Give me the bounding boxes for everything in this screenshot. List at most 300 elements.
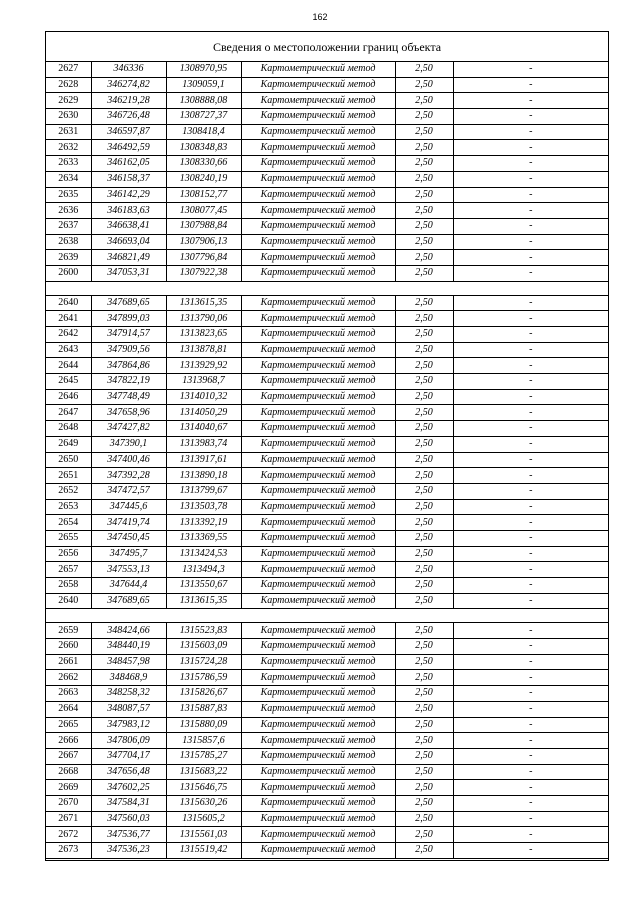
method-cell: Картометрический метод [241, 342, 395, 358]
table-row [46, 421, 608, 437]
boundary-table-frame [45, 31, 609, 861]
x-coordinate-cell: 346597,87 [91, 124, 166, 140]
table-row [46, 499, 608, 515]
point-number-cell: 2673 [46, 843, 91, 859]
table-row [46, 670, 608, 686]
method-cell: Картометрический метод [241, 780, 395, 796]
y-coordinate-cell: 1313550,67 [166, 578, 241, 594]
table-row [46, 342, 608, 358]
method-cell: Картометрический метод [241, 374, 395, 390]
y-coordinate-cell: 1315857,6 [166, 733, 241, 749]
point-number-cell: 2642 [46, 327, 91, 343]
point-number-cell: 2643 [46, 342, 91, 358]
group-separator [46, 281, 608, 295]
table-row [46, 109, 608, 125]
x-coordinate-cell: 347806,09 [91, 733, 166, 749]
precision-cell: 2,50 [395, 109, 453, 125]
precision-cell: 2,50 [395, 578, 453, 594]
method-cell: Картометрический метод [241, 843, 395, 859]
table-row [46, 203, 608, 219]
point-number-cell: 2635 [46, 187, 91, 203]
table-row [46, 483, 608, 499]
table-row [46, 686, 608, 702]
precision-cell: 2,50 [395, 670, 453, 686]
description-cell: - [453, 187, 608, 203]
y-coordinate-cell: 1315519,42 [166, 843, 241, 859]
x-coordinate-cell: 346638,41 [91, 218, 166, 234]
table-row [46, 701, 608, 717]
y-coordinate-cell: 1313890,18 [166, 468, 241, 484]
table-row [46, 250, 608, 266]
table-row [46, 327, 608, 343]
precision-cell: 2,50 [395, 499, 453, 515]
x-coordinate-cell: 347914,57 [91, 327, 166, 343]
coordinates-table [46, 62, 608, 859]
point-number-cell: 2645 [46, 374, 91, 390]
y-coordinate-cell: 1315786,59 [166, 670, 241, 686]
method-cell: Картометрический метод [241, 140, 395, 156]
coordinates-table-body [46, 62, 608, 858]
table-row [46, 562, 608, 578]
precision-cell: 2,50 [395, 623, 453, 639]
method-cell: Картометрический метод [241, 811, 395, 827]
table-row [46, 295, 608, 311]
method-cell: Картометрический метод [241, 499, 395, 515]
method-cell: Картометрический метод [241, 436, 395, 452]
description-cell: - [453, 265, 608, 281]
method-cell: Картометрический метод [241, 546, 395, 562]
y-coordinate-cell: 1308330,66 [166, 156, 241, 172]
description-cell: - [453, 421, 608, 437]
point-number-cell: 2640 [46, 295, 91, 311]
point-number-cell: 2666 [46, 733, 91, 749]
precision-cell: 2,50 [395, 358, 453, 374]
description-cell: - [453, 234, 608, 250]
description-cell: - [453, 452, 608, 468]
y-coordinate-cell: 1315887,83 [166, 701, 241, 717]
x-coordinate-cell: 347909,56 [91, 342, 166, 358]
description-cell: - [453, 374, 608, 390]
x-coordinate-cell: 347658,96 [91, 405, 166, 421]
point-number-cell: 2671 [46, 811, 91, 827]
y-coordinate-cell: 1308152,77 [166, 187, 241, 203]
page-number: 162 [312, 12, 328, 22]
group-separator-cell [46, 281, 608, 295]
x-coordinate-cell: 346219,28 [91, 93, 166, 109]
method-cell: Картометрический метод [241, 452, 395, 468]
method-cell: Картометрический метод [241, 733, 395, 749]
x-coordinate-cell: 347983,12 [91, 717, 166, 733]
table-row [46, 654, 608, 670]
table-row [46, 452, 608, 468]
precision-cell: 2,50 [395, 748, 453, 764]
y-coordinate-cell: 1309059,1 [166, 77, 241, 93]
method-cell: Картометрический метод [241, 639, 395, 655]
precision-cell: 2,50 [395, 389, 453, 405]
y-coordinate-cell: 1307988,84 [166, 218, 241, 234]
description-cell: - [453, 109, 608, 125]
y-coordinate-cell: 1313369,55 [166, 530, 241, 546]
y-coordinate-cell: 1313392,19 [166, 515, 241, 531]
description-cell: - [453, 77, 608, 93]
x-coordinate-cell: 347400,46 [91, 452, 166, 468]
method-cell: Картометрический метод [241, 171, 395, 187]
point-number-cell: 2652 [46, 483, 91, 499]
point-number-cell: 2648 [46, 421, 91, 437]
description-cell: - [453, 593, 608, 609]
point-number-cell: 2657 [46, 562, 91, 578]
description-cell: - [453, 686, 608, 702]
precision-cell: 2,50 [395, 374, 453, 390]
y-coordinate-cell: 1307796,84 [166, 250, 241, 266]
table-row [46, 827, 608, 843]
method-cell: Картометрический метод [241, 109, 395, 125]
point-number-cell: 2647 [46, 405, 91, 421]
table-row [46, 623, 608, 639]
x-coordinate-cell: 347553,13 [91, 562, 166, 578]
x-coordinate-cell: 347053,31 [91, 265, 166, 281]
precision-cell: 2,50 [395, 250, 453, 266]
table-row [46, 795, 608, 811]
table-row [46, 468, 608, 484]
x-coordinate-cell: 347472,57 [91, 483, 166, 499]
y-coordinate-cell: 1315605,2 [166, 811, 241, 827]
x-coordinate-cell: 346693,04 [91, 234, 166, 250]
method-cell: Картометрический метод [241, 124, 395, 140]
point-number-cell: 2629 [46, 93, 91, 109]
description-cell: - [453, 717, 608, 733]
x-coordinate-cell: 347864,86 [91, 358, 166, 374]
precision-cell: 2,50 [395, 77, 453, 93]
y-coordinate-cell: 1313878,81 [166, 342, 241, 358]
description-cell: - [453, 764, 608, 780]
y-coordinate-cell: 1313983,74 [166, 436, 241, 452]
point-number-cell: 2672 [46, 827, 91, 843]
point-number-cell: 2656 [46, 546, 91, 562]
method-cell: Картометрический метод [241, 515, 395, 531]
y-coordinate-cell: 1308077,45 [166, 203, 241, 219]
y-coordinate-cell: 1313929,92 [166, 358, 241, 374]
point-number-cell: 2650 [46, 452, 91, 468]
method-cell: Картометрический метод [241, 764, 395, 780]
x-coordinate-cell: 347704,17 [91, 748, 166, 764]
x-coordinate-cell: 347689,65 [91, 295, 166, 311]
table-row [46, 780, 608, 796]
precision-cell: 2,50 [395, 546, 453, 562]
y-coordinate-cell: 1308727,37 [166, 109, 241, 125]
x-coordinate-cell: 347899,03 [91, 311, 166, 327]
description-cell: - [453, 827, 608, 843]
x-coordinate-cell: 346183,63 [91, 203, 166, 219]
precision-cell: 2,50 [395, 562, 453, 578]
precision-cell: 2,50 [395, 717, 453, 733]
y-coordinate-cell: 1313799,67 [166, 483, 241, 499]
method-cell: Картометрический метод [241, 218, 395, 234]
x-coordinate-cell: 347822,19 [91, 374, 166, 390]
y-coordinate-cell: 1313424,53 [166, 546, 241, 562]
precision-cell: 2,50 [395, 515, 453, 531]
y-coordinate-cell: 1313790,06 [166, 311, 241, 327]
precision-cell: 2,50 [395, 203, 453, 219]
description-cell: - [453, 62, 608, 77]
x-coordinate-cell: 346821,49 [91, 250, 166, 266]
precision-cell: 2,50 [395, 811, 453, 827]
description-cell: - [453, 483, 608, 499]
precision-cell: 2,50 [395, 218, 453, 234]
precision-cell: 2,50 [395, 639, 453, 655]
point-number-cell: 2670 [46, 795, 91, 811]
y-coordinate-cell: 1314010,32 [166, 389, 241, 405]
x-coordinate-cell: 346492,59 [91, 140, 166, 156]
precision-cell: 2,50 [395, 124, 453, 140]
x-coordinate-cell: 347560,03 [91, 811, 166, 827]
x-coordinate-cell: 346726,48 [91, 109, 166, 125]
point-number-cell: 2662 [46, 670, 91, 686]
table-row [46, 843, 608, 859]
point-number-cell: 2631 [46, 124, 91, 140]
method-cell: Картометрический метод [241, 623, 395, 639]
description-cell: - [453, 250, 608, 266]
table-row [46, 546, 608, 562]
table-row [46, 311, 608, 327]
table-row [46, 140, 608, 156]
x-coordinate-cell: 348087,57 [91, 701, 166, 717]
description-cell: - [453, 171, 608, 187]
point-number-cell: 2659 [46, 623, 91, 639]
point-number-cell: 2600 [46, 265, 91, 281]
x-coordinate-cell: 347656,48 [91, 764, 166, 780]
group-separator [46, 609, 608, 623]
method-cell: Картометрический метод [241, 483, 395, 499]
method-cell: Картометрический метод [241, 93, 395, 109]
table-row [46, 358, 608, 374]
precision-cell: 2,50 [395, 234, 453, 250]
y-coordinate-cell: 1315523,83 [166, 623, 241, 639]
y-coordinate-cell: 1308418,4 [166, 124, 241, 140]
table-row [46, 748, 608, 764]
precision-cell: 2,50 [395, 827, 453, 843]
point-number-cell: 2634 [46, 171, 91, 187]
method-cell: Картометрический метод [241, 701, 395, 717]
precision-cell: 2,50 [395, 187, 453, 203]
y-coordinate-cell: 1313615,35 [166, 295, 241, 311]
point-number-cell: 2667 [46, 748, 91, 764]
point-number-cell: 2644 [46, 358, 91, 374]
y-coordinate-cell: 1313823,65 [166, 327, 241, 343]
y-coordinate-cell: 1315724,28 [166, 654, 241, 670]
x-coordinate-cell: 347584,31 [91, 795, 166, 811]
description-cell: - [453, 748, 608, 764]
description-cell: - [453, 811, 608, 827]
point-number-cell: 2649 [46, 436, 91, 452]
table-row [46, 171, 608, 187]
method-cell: Картометрический метод [241, 717, 395, 733]
x-coordinate-cell: 346274,82 [91, 77, 166, 93]
point-number-cell: 2654 [46, 515, 91, 531]
precision-cell: 2,50 [395, 436, 453, 452]
x-coordinate-cell: 348258,32 [91, 686, 166, 702]
y-coordinate-cell: 1315561,03 [166, 827, 241, 843]
precision-cell: 2,50 [395, 62, 453, 77]
precision-cell: 2,50 [395, 468, 453, 484]
x-coordinate-cell: 347689,65 [91, 593, 166, 609]
description-cell: - [453, 389, 608, 405]
y-coordinate-cell: 1308888,08 [166, 93, 241, 109]
precision-cell: 2,50 [395, 764, 453, 780]
group-separator-cell [46, 609, 608, 623]
description-cell: - [453, 499, 608, 515]
x-coordinate-cell: 347419,74 [91, 515, 166, 531]
point-number-cell: 2658 [46, 578, 91, 594]
x-coordinate-cell: 346142,29 [91, 187, 166, 203]
x-coordinate-cell: 347536,77 [91, 827, 166, 843]
y-coordinate-cell: 1308240,19 [166, 171, 241, 187]
x-coordinate-cell: 346162,05 [91, 156, 166, 172]
precision-cell: 2,50 [395, 93, 453, 109]
table-row [46, 733, 608, 749]
precision-cell: 2,50 [395, 686, 453, 702]
table-row [46, 218, 608, 234]
precision-cell: 2,50 [395, 295, 453, 311]
y-coordinate-cell: 1315603,09 [166, 639, 241, 655]
method-cell: Картометрический метод [241, 562, 395, 578]
x-coordinate-cell: 347536,23 [91, 843, 166, 859]
description-cell: - [453, 562, 608, 578]
method-cell: Картометрический метод [241, 670, 395, 686]
method-cell: Картометрический метод [241, 686, 395, 702]
method-cell: Картометрический метод [241, 827, 395, 843]
description-cell: - [453, 733, 608, 749]
method-cell: Картометрический метод [241, 156, 395, 172]
method-cell: Картометрический метод [241, 795, 395, 811]
precision-cell: 2,50 [395, 405, 453, 421]
description-cell: - [453, 203, 608, 219]
x-coordinate-cell: 347390,1 [91, 436, 166, 452]
point-number-cell: 2636 [46, 203, 91, 219]
point-number-cell: 2651 [46, 468, 91, 484]
method-cell: Картометрический метод [241, 187, 395, 203]
y-coordinate-cell: 1315683,22 [166, 764, 241, 780]
description-cell: - [453, 156, 608, 172]
description-cell: - [453, 654, 608, 670]
description-cell: - [453, 124, 608, 140]
method-cell: Картометрический метод [241, 77, 395, 93]
point-number-cell: 2646 [46, 389, 91, 405]
precision-cell: 2,50 [395, 265, 453, 281]
table-row [46, 515, 608, 531]
method-cell: Картометрический метод [241, 250, 395, 266]
table-row [46, 639, 608, 655]
precision-cell: 2,50 [395, 593, 453, 609]
point-number-cell: 2627 [46, 62, 91, 77]
point-number-cell: 2661 [46, 654, 91, 670]
method-cell: Картометрический метод [241, 62, 395, 77]
table-row [46, 77, 608, 93]
method-cell: Картометрический метод [241, 593, 395, 609]
y-coordinate-cell: 1307906,13 [166, 234, 241, 250]
table-row [46, 405, 608, 421]
y-coordinate-cell: 1314050,29 [166, 405, 241, 421]
method-cell: Картометрический метод [241, 405, 395, 421]
description-cell: - [453, 780, 608, 796]
description-cell: - [453, 311, 608, 327]
point-number-cell: 2640 [46, 593, 91, 609]
description-cell: - [453, 795, 608, 811]
precision-cell: 2,50 [395, 483, 453, 499]
precision-cell: 2,50 [395, 140, 453, 156]
x-coordinate-cell: 348457,98 [91, 654, 166, 670]
precision-cell: 2,50 [395, 311, 453, 327]
table-row [46, 234, 608, 250]
point-number-cell: 2668 [46, 764, 91, 780]
method-cell: Картометрический метод [241, 358, 395, 374]
x-coordinate-cell: 348440,19 [91, 639, 166, 655]
point-number-cell: 2628 [46, 77, 91, 93]
precision-cell: 2,50 [395, 156, 453, 172]
description-cell: - [453, 405, 608, 421]
point-number-cell: 2655 [46, 530, 91, 546]
point-number-cell: 2639 [46, 250, 91, 266]
precision-cell: 2,50 [395, 452, 453, 468]
description-cell: - [453, 701, 608, 717]
precision-cell: 2,50 [395, 171, 453, 187]
table-row [46, 62, 608, 77]
method-cell: Картометрический метод [241, 654, 395, 670]
y-coordinate-cell: 1313917,61 [166, 452, 241, 468]
method-cell: Картометрический метод [241, 748, 395, 764]
table-row [46, 93, 608, 109]
x-coordinate-cell: 347427,82 [91, 421, 166, 437]
description-cell: - [453, 843, 608, 859]
method-cell: Картометрический метод [241, 265, 395, 281]
x-coordinate-cell: 347450,45 [91, 530, 166, 546]
description-cell: - [453, 327, 608, 343]
method-cell: Картометрический метод [241, 530, 395, 546]
x-coordinate-cell: 347495,7 [91, 546, 166, 562]
y-coordinate-cell: 1315785,27 [166, 748, 241, 764]
table-row [46, 124, 608, 140]
point-number-cell: 2633 [46, 156, 91, 172]
method-cell: Картометрический метод [241, 389, 395, 405]
point-number-cell: 2669 [46, 780, 91, 796]
table-row [46, 187, 608, 203]
table-row [46, 374, 608, 390]
method-cell: Картометрический метод [241, 234, 395, 250]
description-cell: - [453, 578, 608, 594]
description-cell: - [453, 670, 608, 686]
point-number-cell: 2663 [46, 686, 91, 702]
description-cell: - [453, 342, 608, 358]
method-cell: Картометрический метод [241, 421, 395, 437]
x-coordinate-cell: 347445,6 [91, 499, 166, 515]
point-number-cell: 2641 [46, 311, 91, 327]
x-coordinate-cell: 348424,66 [91, 623, 166, 639]
point-number-cell: 2632 [46, 140, 91, 156]
point-number-cell: 2660 [46, 639, 91, 655]
table-row [46, 265, 608, 281]
x-coordinate-cell: 346336 [91, 62, 166, 77]
method-cell: Картометрический метод [241, 327, 395, 343]
precision-cell: 2,50 [395, 843, 453, 859]
description-cell: - [453, 436, 608, 452]
y-coordinate-cell: 1307922,38 [166, 265, 241, 281]
description-cell: - [453, 468, 608, 484]
y-coordinate-cell: 1313494,3 [166, 562, 241, 578]
description-cell: - [453, 295, 608, 311]
x-coordinate-cell: 347644,4 [91, 578, 166, 594]
method-cell: Картометрический метод [241, 468, 395, 484]
method-cell: Картометрический метод [241, 295, 395, 311]
